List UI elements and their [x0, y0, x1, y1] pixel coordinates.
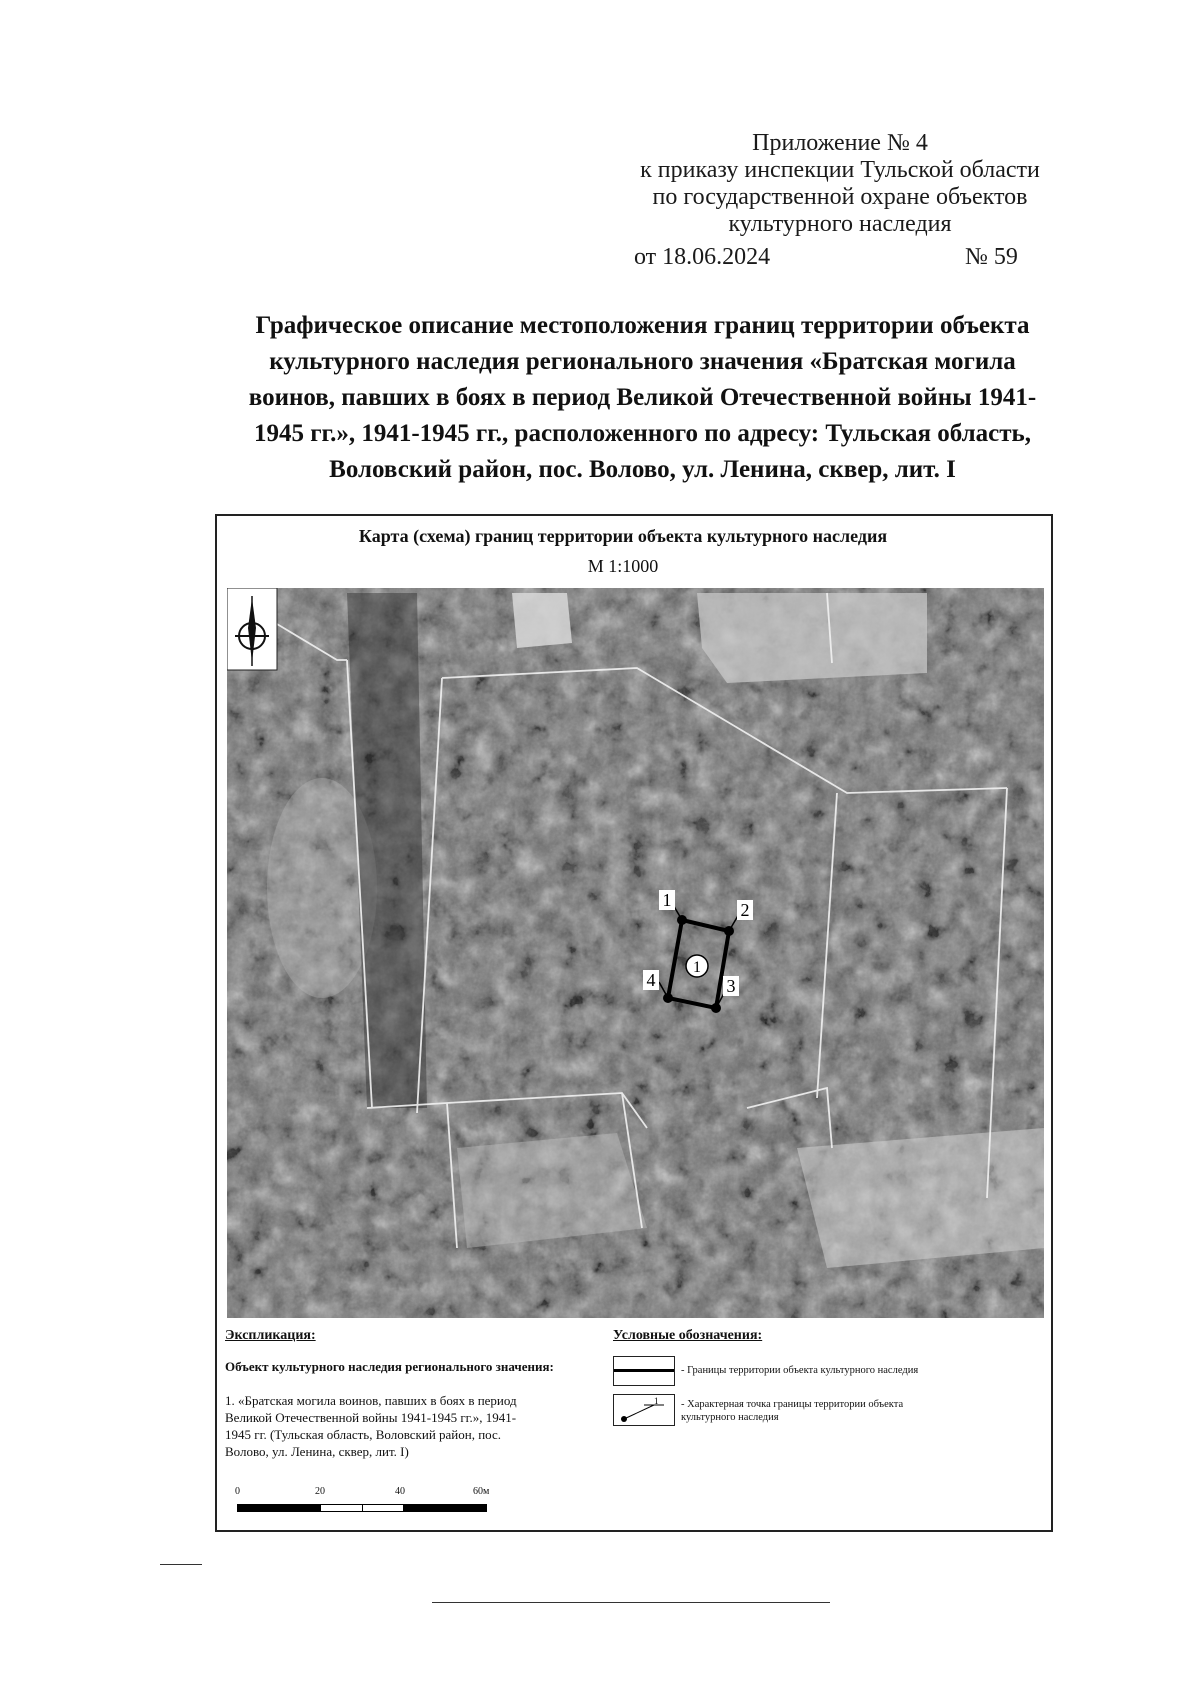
appendix-line-3: по государственной охране объектов	[652, 184, 1028, 210]
legend-area	[225, 1328, 1045, 1528]
explication-item	[225, 1392, 605, 1460]
legend-boundary-desc: - Границы территории объекта культурного наследия	[681, 1365, 919, 1376]
scale-tick-20: 20	[315, 1486, 325, 1497]
document-title	[175, 308, 1110, 488]
explication-item-line-4: Волово, ул. Ленина, сквер, лит. I)	[225, 1444, 409, 1459]
title-line-5: Воловский район, пос. Волово, ул. Ленина, сквер, лит. I	[329, 456, 956, 483]
point-label-2: 2	[740, 900, 750, 920]
scale-tick-0: 0	[235, 1486, 240, 1497]
roof-top-center	[512, 593, 572, 648]
footer-center-line	[432, 1602, 830, 1603]
courtyard-bottom	[457, 1133, 647, 1248]
appendix-title: Приложение № 4	[752, 130, 928, 156]
explication-subtitle: Объект культурного наследия регионального значения:	[225, 1359, 554, 1374]
explication-title: Экспликация:	[225, 1328, 316, 1343]
legend-point-label: 1	[654, 1396, 659, 1406]
scale-bar	[237, 1486, 497, 1520]
scale-tick-60: 60м	[473, 1486, 490, 1497]
legend-point-desc-line-1: - Характерная точка границы территории объекта	[681, 1399, 904, 1410]
aerial-map	[227, 588, 1044, 1318]
legend-point-symbol	[613, 1394, 675, 1426]
order-number: № 59	[965, 244, 1018, 270]
legend-point-desc-line-2: культурного наследия	[681, 1412, 779, 1423]
roof-right-lower	[797, 1128, 1044, 1268]
explication-item-line-2: Великой Отечественной войны 1941-1945 гг.», 1941-	[225, 1410, 517, 1425]
order-date: от 18.06.2024	[634, 244, 771, 270]
point-label-1: 1	[662, 890, 672, 910]
explication-item-line-3: 1945 гг. (Тульская область, Воловский район, пос.	[225, 1427, 502, 1442]
appendix-header	[560, 130, 1120, 238]
footer-short-line	[160, 1564, 202, 1565]
map-frame	[215, 514, 1053, 1532]
title-line-3: воинов, павших в боях в период Великой Отечественной войны 1941-	[248, 384, 1037, 411]
title-line-4: 1945 гг.», 1941-1945 гг., расположенного по адресу: Тульская область,	[253, 420, 1032, 447]
map-scale: М 1:1000	[587, 556, 659, 576]
scale-tick-40: 40	[395, 1486, 405, 1497]
title-line-1: Графическое описание местоположения границ территории объекта	[255, 312, 1030, 339]
point-label-3: 3	[726, 976, 736, 996]
appendix-line-2: к приказу инспекции Тульской области	[640, 157, 1040, 183]
legend-boundary-symbol	[613, 1356, 675, 1386]
legend-title: Условные обозначения:	[613, 1328, 763, 1343]
appendix-line-4: культурного наследия	[728, 211, 952, 237]
title-line-2: культурного наследия регионального значения «Братская могила	[269, 348, 1016, 375]
roof-top-right	[697, 593, 927, 683]
point-label-4: 4	[646, 970, 656, 990]
object-marker: 1	[693, 959, 701, 976]
north-arrow-icon	[227, 588, 277, 670]
explication-item-line-1: 1. «Братская могила воинов, павших в боях в период	[225, 1393, 517, 1408]
legend-point-desc	[681, 1398, 1041, 1424]
map-heading: Карта (схема) границ территории объекта культурного наследия	[358, 526, 888, 546]
